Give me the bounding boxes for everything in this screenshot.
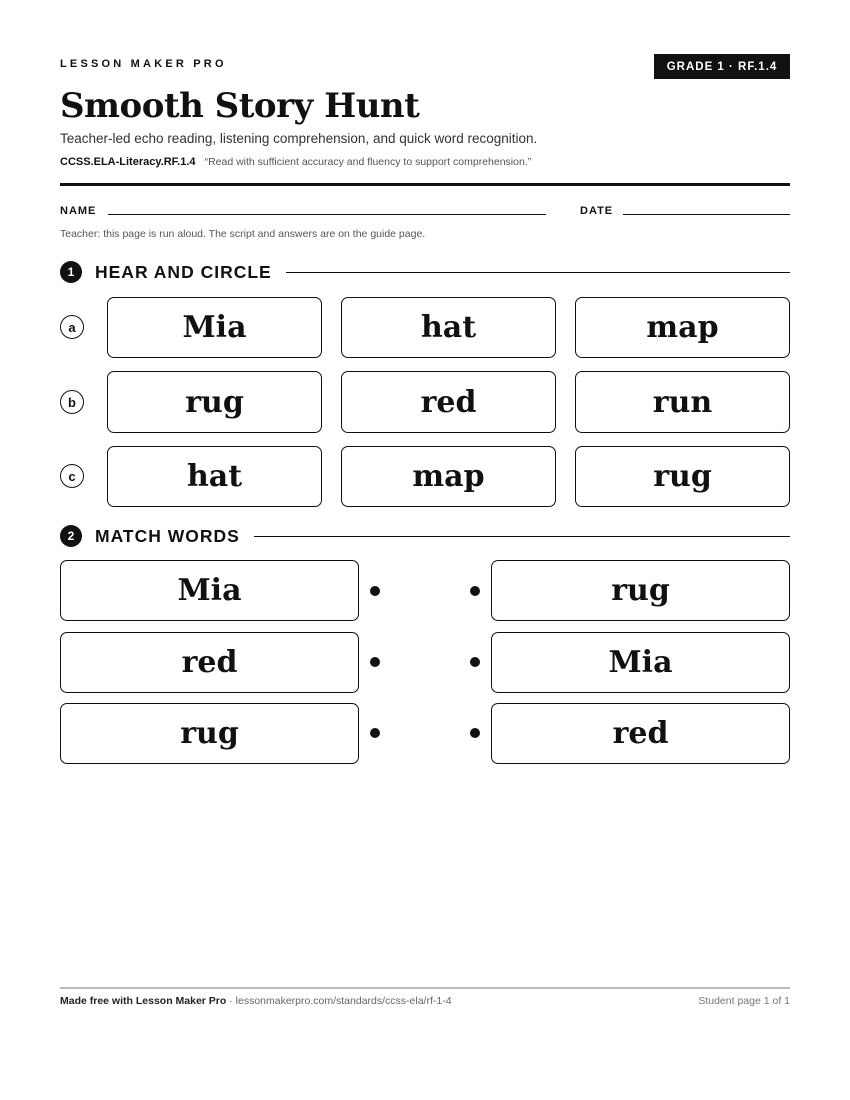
name-label: NAME [60, 205, 97, 217]
row-letter-b: b [60, 390, 84, 414]
word-choice[interactable]: Mia [107, 297, 322, 358]
page-subtitle: Teacher-led echo reading, listening comprehension, and quick word recognition. [60, 131, 538, 146]
word-choice[interactable]: rug [575, 446, 790, 507]
footer-page-number: Student page 1 of 1 [698, 995, 790, 1007]
standard-line [60, 156, 531, 168]
page-title: Smooth Story Hunt [60, 86, 420, 126]
grade-badge: GRADE 1 · RF.1.4 [654, 54, 790, 79]
match-left-dot[interactable] [370, 657, 380, 667]
word-choice[interactable]: map [341, 446, 556, 507]
row-letter-a: a [60, 315, 84, 339]
match-left-word[interactable]: red [60, 632, 359, 693]
word-choice[interactable]: red [341, 371, 556, 433]
section-number-badge: 2 [60, 525, 82, 547]
match-right-word[interactable]: red [491, 703, 790, 764]
word-choice[interactable]: rug [107, 371, 322, 433]
date-field-line[interactable] [623, 214, 790, 215]
teacher-note: Teacher: this page is run aloud. The script and answers are on the guide page. [60, 228, 426, 240]
match-left-dot[interactable] [370, 728, 380, 738]
word-choice[interactable]: map [575, 297, 790, 358]
match-left-word[interactable]: rug [60, 703, 359, 764]
section-title: MATCH WORDS [95, 525, 240, 546]
standard-code: CCSS.ELA-Literacy.RF.1.4 [60, 156, 196, 168]
section-rule [254, 536, 790, 537]
row-letter-c: c [60, 464, 84, 488]
footer-credit [60, 995, 452, 1007]
section-title: HEAR AND CIRCLE [95, 261, 272, 282]
date-label: DATE [580, 205, 614, 217]
section-number-badge: 1 [60, 261, 82, 283]
section-match-words-header [60, 524, 790, 548]
match-right-dot[interactable] [470, 657, 480, 667]
word-choice[interactable]: hat [341, 297, 556, 358]
match-right-word[interactable]: Mia [491, 632, 790, 693]
name-field-line[interactable] [108, 214, 546, 215]
footer-divider [60, 987, 790, 989]
worksheet-page [60, 0, 790, 1100]
match-right-dot[interactable] [470, 586, 480, 596]
brand-label: LESSON MAKER PRO [60, 58, 227, 70]
footer-brand: Made free with Lesson Maker Pro [60, 995, 227, 1007]
match-right-word[interactable]: rug [491, 560, 790, 621]
word-choice[interactable]: hat [107, 446, 322, 507]
standard-quote: “Read with sufficient accuracy and fluency to support comprehension.” [204, 156, 532, 168]
footer-url: · lessonmakerpro.com/standards/ccss-ela/rf-1-4 [226, 995, 452, 1007]
section-hear-and-circle-header [60, 260, 790, 284]
match-right-dot[interactable] [470, 728, 480, 738]
word-choice[interactable]: run [575, 371, 790, 433]
section-rule [286, 272, 790, 273]
header-divider [60, 183, 790, 186]
match-left-word[interactable]: Mia [60, 560, 359, 621]
match-left-dot[interactable] [370, 586, 380, 596]
